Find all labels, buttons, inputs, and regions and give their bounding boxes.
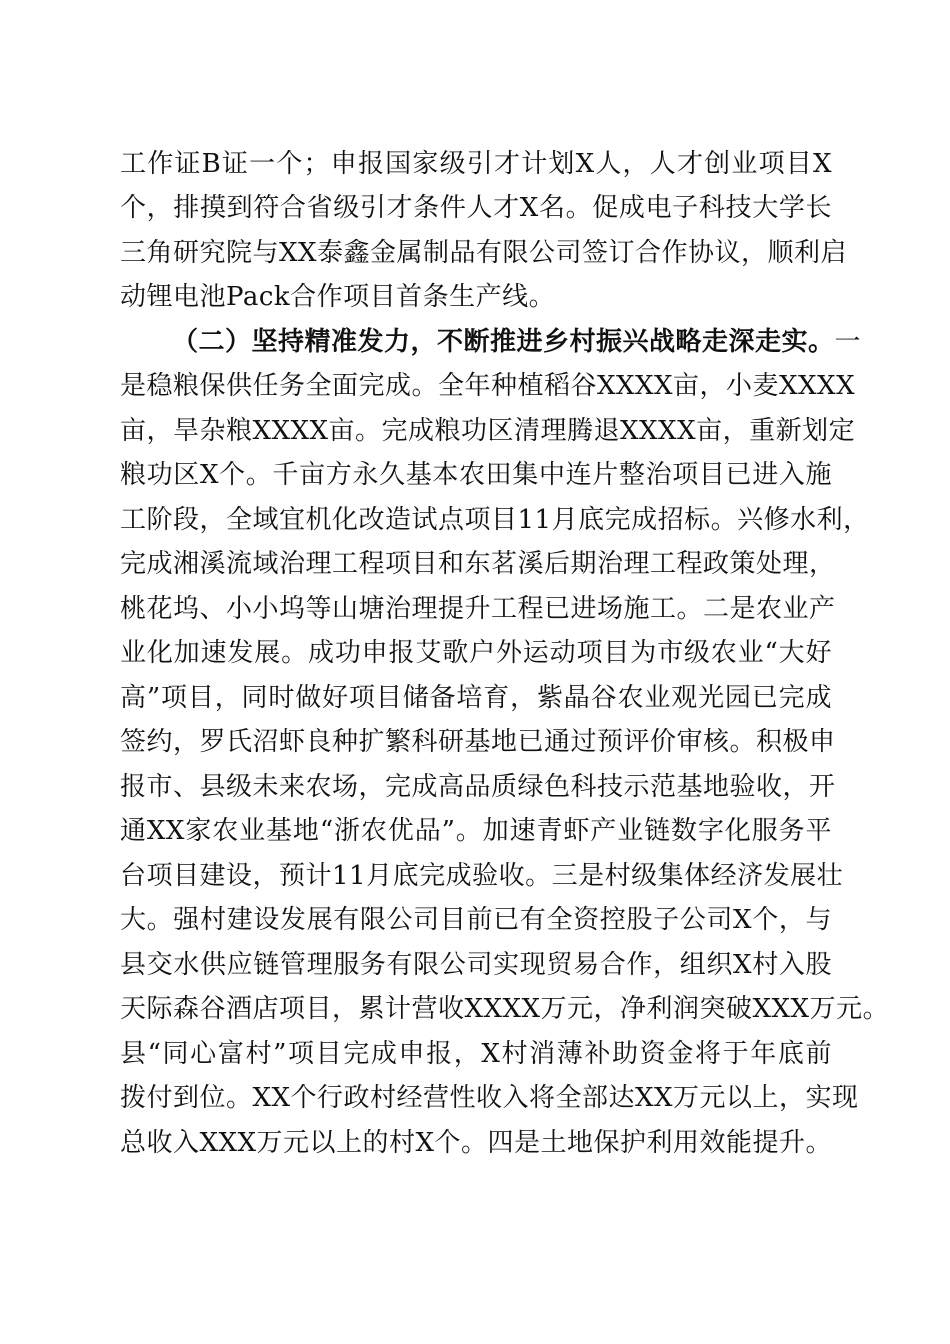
text-line: 工阶段，全域宜机化改造试点项目11月底完成招标。兴修水利， (120, 505, 870, 535)
text-fragment: 一 (834, 327, 862, 357)
text-line: 签约，罗氏沼虾良种扩繁科研基地已通过预评价审核。积极申 (120, 727, 836, 757)
text-line: 亩，旱杂粮XXXX亩。完成粮功区清理腾退XXXX亩，重新划定 (120, 416, 856, 446)
text-line: 天际森谷酒店项目，累计营收XXXX万元，净利润突破XXX万元。 (120, 994, 890, 1024)
text-line: 通XX家农业基地“浙农优品”。加速青虾产业链数字化服务平 (120, 816, 832, 846)
text-line: 大。强村建设发展有限公司目前已有全资控股子公司X个，与 (120, 905, 832, 935)
text-line: 桃花坞、小小坞等山塘治理提升工程已进场施工。二是农业产 (120, 594, 836, 624)
text-line: 县交水供应链管理服务有限公司实现贸易合作，组织X村入股 (120, 950, 832, 980)
text-line: 粮功区X个。千亩方永久基本农田集中连片整治项目已进入施 (120, 460, 832, 490)
section-heading: （二）坚持精准发力，不断推进乡村振兴战略走深走实。 (172, 327, 835, 357)
text-line: 三角研究院与XX泰鑫金属制品有限公司签订合作协议，顺利启 (120, 238, 848, 268)
section-heading-line (172, 322, 862, 362)
text-line: 是稳粮保供任务全面完成。全年种植稻谷XXXX亩，小麦XXXX (120, 371, 856, 401)
text-line: 高”项目，同时做好项目储备培育，紫晶谷农业观光园已完成 (120, 683, 832, 713)
text-line: 工作证B证一个；申报国家级引才计划X人，人才创业项目X (120, 149, 832, 179)
text-line: 动锂电池Pack合作项目首条生产线。 (120, 282, 556, 312)
text-line: 个，排摸到符合省级引才条件人才X名。促成电子科技大学长 (120, 193, 832, 223)
text-line: 台项目建设，预计11月底完成验收。三是村级集体经济发展壮 (120, 861, 844, 891)
text-line: 县“同心富村”项目完成申报，X村消薄补助资金将于年底前 (120, 1039, 832, 1069)
text-line: 拨付到位。XX个行政村经营性收入将全部达XX万元以上，实现 (120, 1083, 859, 1113)
text-line: 报市、县级未来农场，完成高品质绿色科技示范基地验收，开 (120, 772, 836, 802)
text-line: 完成湘溪流域治理工程项目和东茗溪后期治理工程政策处理， (120, 549, 836, 579)
text-line: 总收入XXX万元以上的村X个。四是土地保护利用效能提升。 (120, 1128, 833, 1158)
text-line: 业化加速发展。成功申报艾歌户外运动项目为市级农业“大好 (120, 638, 832, 668)
